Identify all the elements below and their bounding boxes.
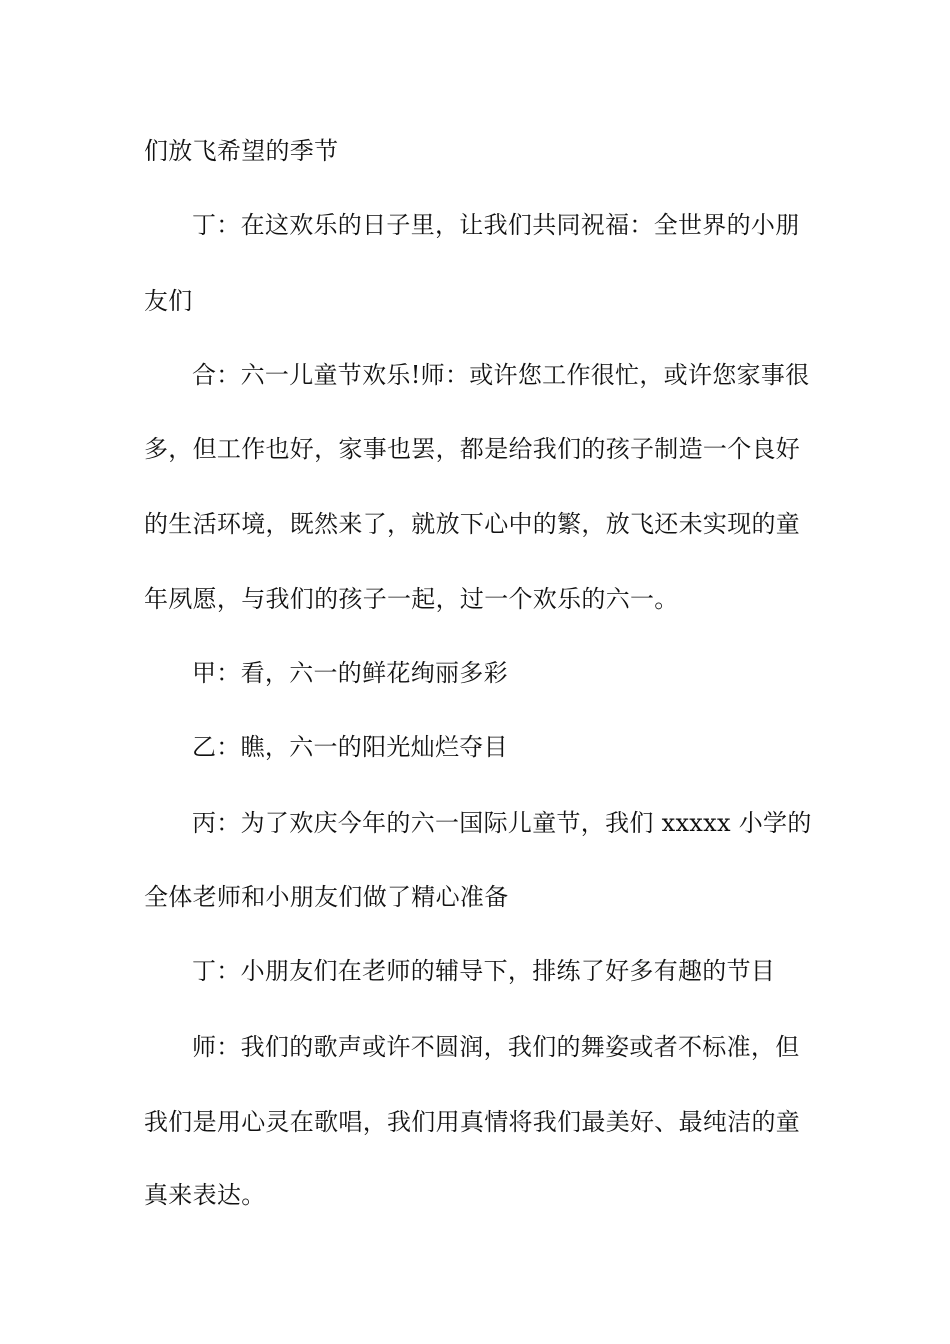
text-line: 丁：在这欢乐的日子里，让我们共同祝福：全世界的小朋 — [192, 211, 800, 239]
text-line: 们放飞希望的季节 — [144, 137, 339, 165]
text-line: 全体老师和小朋友们做了精心准备 — [144, 883, 509, 911]
text-line: 丙：为了欢庆今年的六一国际儿童节，我们 xxxxx 小学的 — [192, 809, 812, 837]
text-line: 年夙愿，与我们的孩子一起，过一个欢乐的六一。 — [144, 585, 679, 613]
text-line: 甲：看，六一的鲜花绚丽多彩 — [192, 659, 508, 687]
text-line: 真来表达。 — [144, 1181, 266, 1209]
text-line: 我们是用心灵在歌唱，我们用真情将我们最美好、最纯洁的童 — [144, 1108, 801, 1136]
text-line: 乙：瞧，六一的阳光灿烂夺目 — [192, 733, 508, 761]
text-line: 的生活环境，既然来了，就放下心中的繁，放飞还未实现的童 — [144, 510, 801, 538]
text-line: 友们 — [144, 287, 193, 315]
text-line: 丁：小朋友们在老师的辅导下，排练了好多有趣的节目 — [192, 957, 776, 985]
text-line: 多，但工作也好，家事也罢，都是给我们的孩子制造一个良好 — [144, 435, 801, 463]
text-line: 师：我们的歌声或许不圆润，我们的舞姿或者不标准，但 — [192, 1033, 800, 1061]
text-line: 合：六一儿童节欢乐!师：或许您工作很忙，或许您家事很 — [192, 361, 810, 389]
